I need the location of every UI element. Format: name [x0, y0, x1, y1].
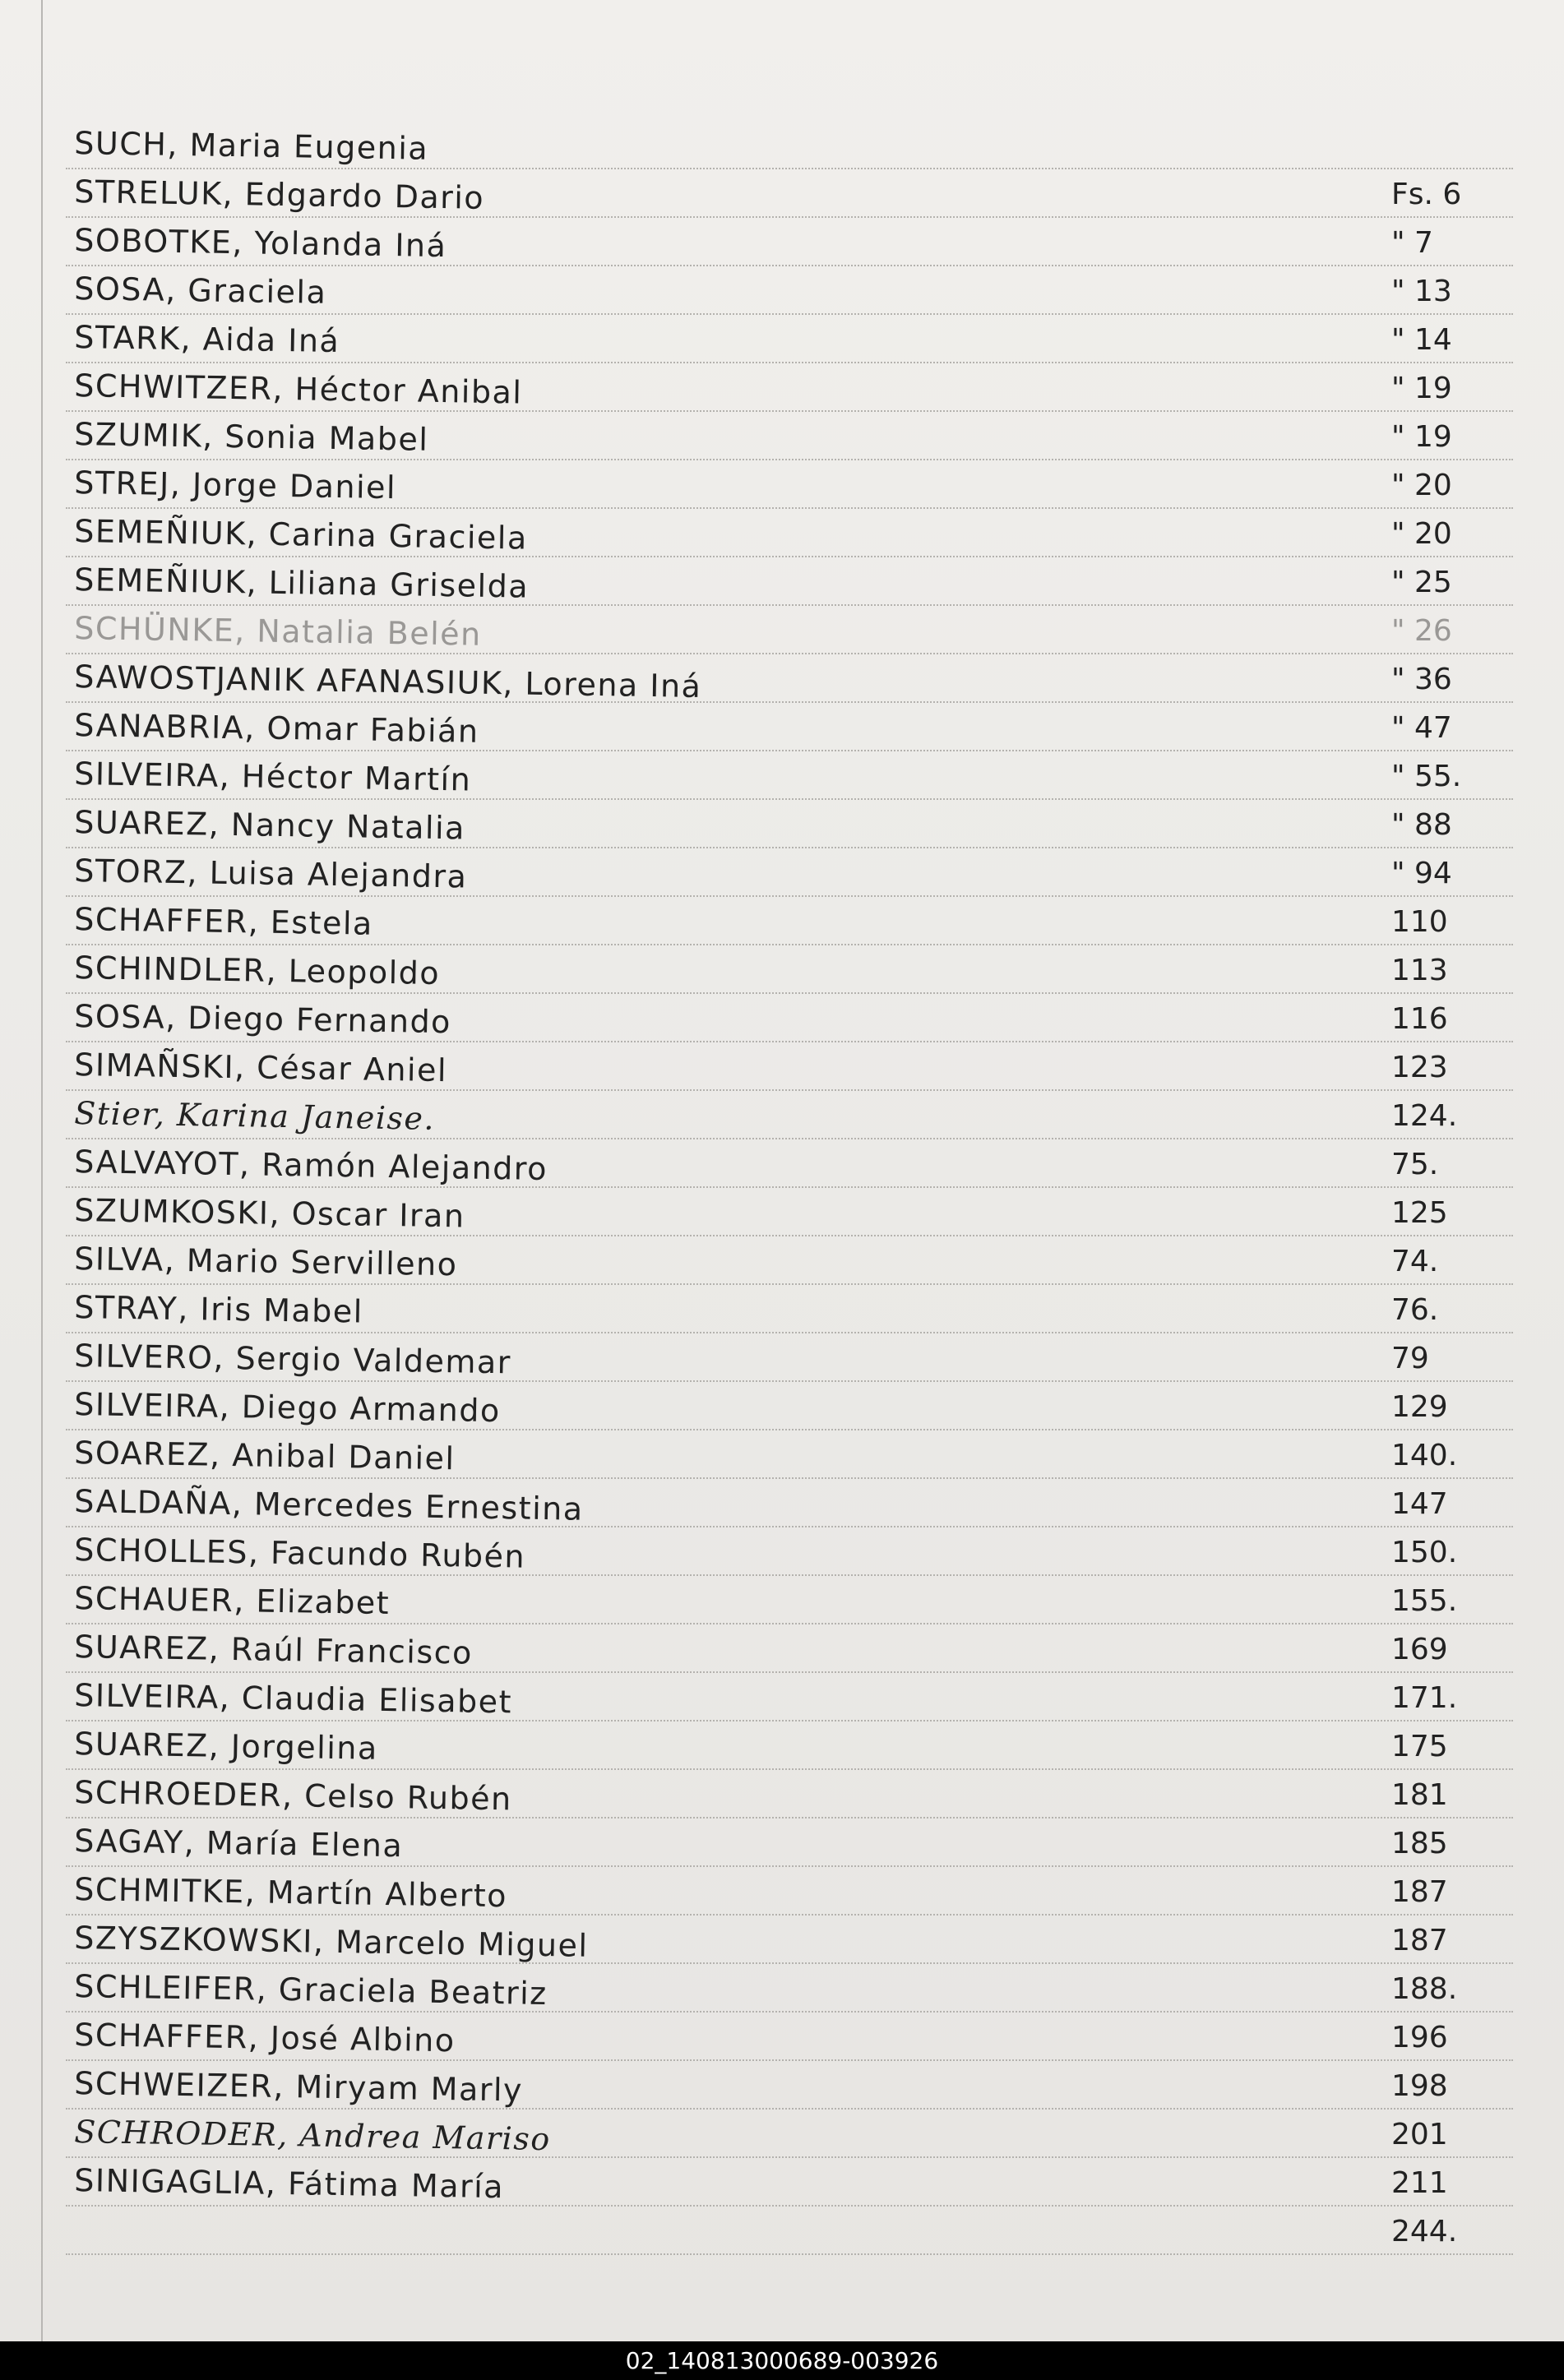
entry-page-ref: " 14 [1391, 323, 1452, 357]
entry-name: SOSA, Diego Fernando [74, 998, 452, 1041]
entry-page-ref: " 55. [1391, 760, 1462, 793]
entry-name: SOSA, Graciela [74, 270, 327, 311]
entry-name: SZUMKOSKI, Oscar Iran [74, 1192, 465, 1235]
list-item [67, 851, 1523, 894]
entry-page-ref: 74. [1391, 1245, 1439, 1278]
list-item [67, 1578, 1523, 1621]
entry-page-ref: 185 [1391, 1827, 1448, 1860]
entry-name: SCHINDLER, Leopoldo [74, 950, 441, 991]
entry-page-ref: 124. [1391, 1099, 1458, 1133]
entry-page-ref: 150. [1391, 1536, 1458, 1569]
list-item [67, 1239, 1523, 1282]
entry-name: SCHRODER, Andrea Mariso [74, 2114, 552, 2158]
list-item [67, 1433, 1523, 1476]
list-item [67, 1627, 1523, 1670]
entry-page-ref: 76. [1391, 1293, 1439, 1327]
entry-name: STRELUK, Edgardo Dario [74, 173, 485, 216]
entry-page-ref: 201 [1391, 2118, 1448, 2151]
entry-name: SALVAYOT, Ramón Alejandro [74, 1144, 548, 1188]
entry-page-ref: " 20 [1391, 469, 1452, 502]
entry-page-ref: 175 [1391, 1730, 1448, 1763]
entry-name: SCHWEIZER, Miryam Marly [74, 2065, 524, 2109]
entry-name: SCHÜNKE, Natalia Belén [74, 610, 483, 653]
list-item [67, 2209, 1523, 2252]
entry-page-ref: 79 [1391, 1342, 1429, 1375]
list-item [67, 1045, 1523, 1088]
entry-name: SILVEIRA, Héctor Martín [74, 756, 472, 798]
entry-name: STREJ, Jorge Daniel [74, 464, 397, 506]
entry-name: SANABRIA, Omar Fabián [74, 707, 479, 750]
list-item [67, 1142, 1523, 1188]
entry-page-ref: " 7 [1391, 226, 1433, 260]
list-item [67, 608, 1523, 651]
list-item [67, 317, 1523, 360]
entry-page-ref: 129 [1391, 1390, 1448, 1424]
entry-name: SILVERO, Sergio Valdemar [74, 1338, 512, 1381]
entry-page-ref: 196 [1391, 2021, 1448, 2054]
entry-name: SUAREZ, Nancy Natalia [74, 804, 466, 847]
list-item [67, 899, 1523, 942]
entry-name: SCHAFFER, José Albino [74, 2017, 456, 2059]
list-item [67, 996, 1523, 1039]
entry-name: SCHAFFER, Estela [74, 901, 374, 942]
list-item [67, 269, 1523, 312]
entry-page-ref: 181 [1391, 1778, 1448, 1812]
list-item [67, 754, 1523, 797]
entry-page-ref: " 94 [1391, 857, 1452, 890]
entry-page-ref: 140. [1391, 1439, 1458, 1472]
entry-page-ref: 123 [1391, 1051, 1448, 1084]
entry-name: SCHMITKE, Martín Alberto [74, 1871, 508, 1915]
list-item [67, 366, 1523, 409]
entry-page-ref: " 20 [1391, 517, 1452, 551]
entry-page-ref: 125 [1391, 1196, 1448, 1230]
entry-page-ref: 188. [1391, 1972, 1458, 2006]
list-item [67, 2063, 1523, 2109]
image-id-label: 02_140813000689-003926 [625, 2347, 939, 2374]
entry-name: SCHROEDER, Celso Rubén [74, 1774, 512, 1818]
entry-name: SOBOTKE, Yolanda Iná [74, 222, 447, 265]
list-item [67, 1287, 1523, 1330]
entry-name: STRAY, Iris Mabel [74, 1289, 364, 1330]
list-item [67, 560, 1523, 603]
entry-page-ref: 116 [1391, 1002, 1448, 1036]
entry-name: SEMEÑIUK, Liliana Griselda [74, 561, 530, 605]
entry-name: SOAREZ, Anibal Daniel [74, 1435, 456, 1477]
entry-page-ref: 110 [1391, 905, 1448, 939]
list-item [67, 1190, 1523, 1233]
entry-page-ref: " 19 [1391, 420, 1452, 454]
entry-name: SIMAÑSKI, César Aniel [74, 1047, 448, 1089]
entry-name: SCHOLLES, Facundo Rubén [74, 1532, 526, 1575]
entry-name: SILVA, Mario Servilleno [74, 1241, 458, 1283]
entry-name: SINIGAGLIA, Fátima María [74, 2162, 505, 2206]
entry-name: SAWOSTJANIK AFANASIUK, Lorena Iná [74, 659, 702, 705]
list-item [67, 511, 1523, 557]
list-item [67, 1966, 1523, 2013]
list-item [67, 1675, 1523, 1721]
entry-name: STARK, Aida Iná [74, 319, 340, 360]
entry-page-ref: 171. [1391, 1681, 1458, 1715]
entry-name: SUCH, Maria Eugenia [74, 125, 429, 167]
entry-page-ref: 198 [1391, 2069, 1448, 2103]
image-id-footer [0, 2341, 1564, 2380]
entry-page-ref: 244. [1391, 2215, 1458, 2248]
entry-name: SILVEIRA, Claudia Elisabet [74, 1677, 513, 1721]
entry-page-ref: 187 [1391, 1875, 1448, 1909]
entry-page-ref: " 13 [1391, 275, 1452, 308]
list-item [67, 2015, 1523, 2058]
entry-page-ref: 147 [1391, 1487, 1448, 1521]
entry-name: SUAREZ, Raúl Francisco [74, 1629, 474, 1671]
list-item [67, 172, 1523, 215]
list-item [67, 1336, 1523, 1379]
list-item [67, 220, 1523, 263]
list-item [67, 948, 1523, 991]
list-item [67, 1918, 1523, 1964]
entry-page-ref: " 88 [1391, 808, 1452, 842]
entry-page-ref: 113 [1391, 954, 1448, 987]
entry-page-ref: " 19 [1391, 372, 1452, 405]
entry-name: SCHAUER, Elizabet [74, 1580, 391, 1622]
list-item [67, 414, 1523, 457]
entry-page-ref: 155. [1391, 1584, 1458, 1618]
list-item [67, 1821, 1523, 1864]
entry-page-ref: 75. [1391, 1148, 1439, 1181]
list-item [67, 1384, 1523, 1430]
entry-page-ref: " 47 [1391, 711, 1452, 745]
list-item [67, 1772, 1523, 1818]
entry-name: SZUMIK, Sonia Mabel [74, 416, 429, 458]
list-item [67, 802, 1523, 845]
entry-name: SALDAÑA, Mercedes Ernestina [74, 1483, 584, 1527]
entry-name: SAGAY, María Elena [74, 1823, 404, 1865]
entry-name: SEMEÑIUK, Carina Graciela [74, 513, 529, 557]
list-item [67, 2112, 1523, 2158]
entry-name: SILVEIRA, Diego Armando [74, 1386, 502, 1430]
list-item [67, 705, 1523, 748]
list-item [67, 657, 1523, 705]
list-item [67, 123, 1523, 166]
list-item [67, 1869, 1523, 1915]
list-item [67, 1093, 1523, 1136]
entry-name: SCHLEIFER, Graciela Beatriz [74, 1968, 548, 2013]
entry-page-ref: 187 [1391, 1924, 1448, 1957]
entry-page-ref: " 36 [1391, 663, 1452, 696]
entry-name: SZYSZKOWSKI, Marcelo Miguel [74, 1920, 589, 1964]
entry-page-ref: 169 [1391, 1633, 1448, 1666]
list-item [67, 1530, 1523, 1573]
list-item [67, 2160, 1523, 2206]
entry-name: SUAREZ, Jorgelina [74, 1726, 379, 1767]
entry-page-ref: Fs. 6 [1391, 178, 1462, 211]
entry-page-ref: " 26 [1391, 614, 1452, 648]
entry-name: STORZ, Luisa Alejandra [74, 853, 468, 895]
entry-name: SCHWITZER, Héctor Anibal [74, 367, 523, 411]
entry-page-ref: " 25 [1391, 566, 1452, 599]
entry-name: Stier, Karina Janeise. [74, 1095, 436, 1137]
list-item [67, 1481, 1523, 1527]
list-item [67, 463, 1523, 506]
entry-page-ref: 211 [1391, 2166, 1448, 2200]
list-item [67, 1724, 1523, 1767]
